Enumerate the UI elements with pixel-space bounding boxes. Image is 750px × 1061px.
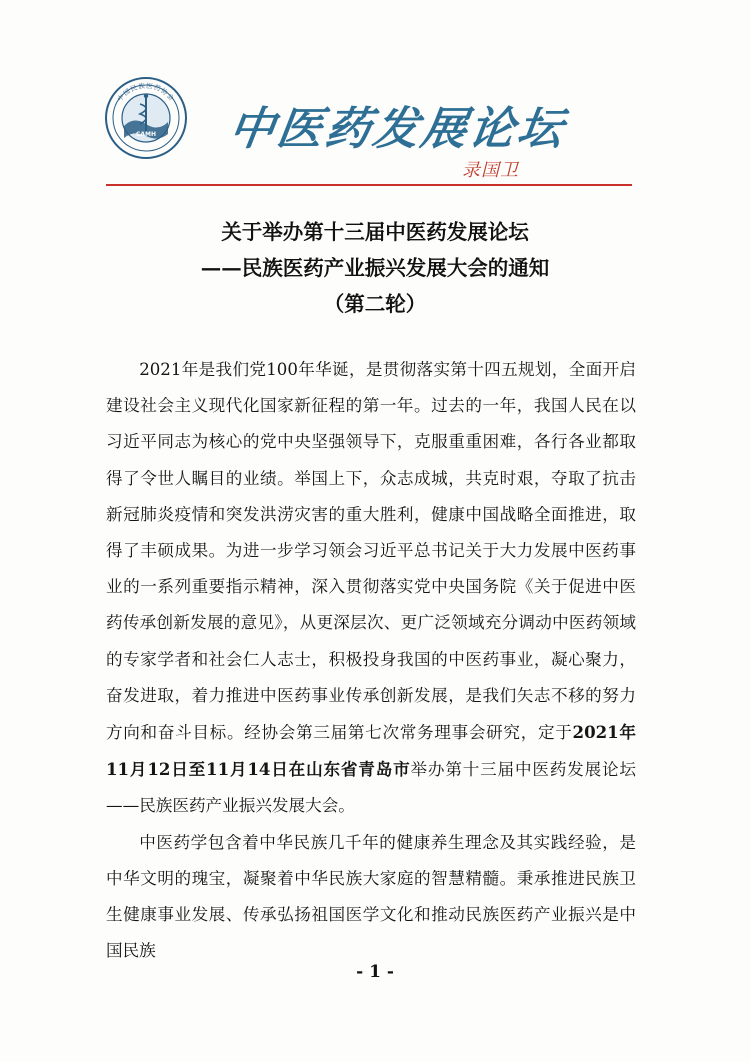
logo-abbr: CAMH xyxy=(135,131,157,138)
paragraph-1 xyxy=(106,352,636,825)
notice-title xyxy=(0,214,750,322)
paragraph-1-date-location: 2021年11月12日至11月14日在山东省青岛市 xyxy=(106,722,637,780)
logo-ring-text: 中国民族医药协会 xyxy=(115,81,177,103)
association-logo-icon xyxy=(104,76,188,160)
paragraph-1-text-a: 2021年是我们党100年华诞，是贯彻落实第十四五规划，全面开启建设社会主义现代化国家新征程的第一年。过去的一年，我国人民在以习近平同志为核心的党中央坚强领导下，克服重重困难，各行各业都取得了令世人瞩目的业绩。举国上下，众志成城，共克时艰，夺取了抗击新冠肺炎疫情和突发洪涝灾害的重大胜利，健康中国战略全面推进，取得了丰硕成果。为进一步学习领会习近平总书记关于大力发展中医药事业的一系列重要指示精神，深入贯彻落实党中央国务院《关于促进中医药传承创新发展的意见》，从更深层次、更广泛领域充分调动中医药领域的专家学者和社会仁人志士，积极投身我国的中医药事业，凝心聚力，奋发进取，着力推进中医药事业传承创新发展，是我们矢志不移的努力方向和奋斗目标。经协会第三届第七次常务理事会研究，定于 xyxy=(106,360,636,743)
letterhead xyxy=(0,0,750,190)
title-line-2: ——民族医药产业振兴发展大会的通知 xyxy=(200,256,550,280)
masthead-title: 中医药发展论坛 xyxy=(225,102,570,155)
page-number: - 1 - xyxy=(356,962,394,982)
notice-body xyxy=(106,352,636,969)
paragraph-1-text-b: 举办第十三届中医药发展论坛——民族医药产业振兴发展大会。 xyxy=(106,760,636,816)
title-line-1: 关于举办第十三届中医药发展论坛 xyxy=(221,220,529,244)
association-seal xyxy=(104,76,188,160)
paragraph-2: 中医药学包含着中华民族几千年的健康养生理念及其实践经验，是中华文明的瑰宝，凝聚着中华民族大家庭的智慧精髓。秉承推进民族卫生健康事业发展、传承弘扬祖国医学文化和推动民族医药产业振兴是中国民族 xyxy=(106,832,636,961)
title-line-3: （第二轮） xyxy=(323,292,427,316)
header-divider xyxy=(106,184,632,186)
calligraphy-signature: 录国卫 xyxy=(462,160,519,181)
